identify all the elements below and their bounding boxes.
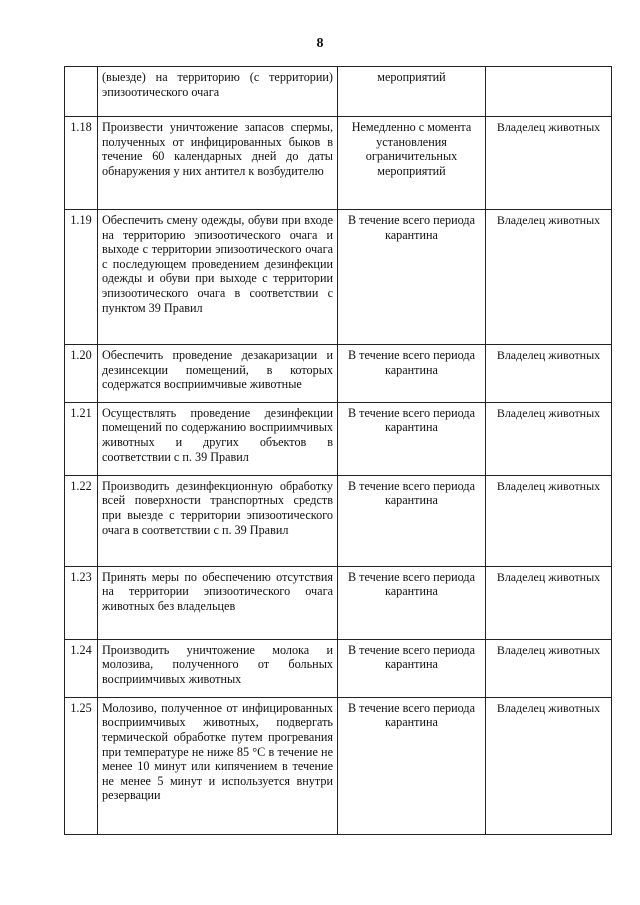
responsible-text: Владелец животных [486, 639, 612, 697]
term-text: В течение всего периода карантина [338, 639, 486, 697]
responsible-text: Владелец животных [486, 345, 612, 403]
item-number: 1.20 [65, 345, 98, 403]
action-text: Осуществлять проведение дезинфекции помещений по содержанию восприимчивых животных и других объектов в соответствии с п. 39 Правил [98, 402, 338, 475]
page-number: 8 [316, 36, 324, 51]
item-number: 1.25 [65, 697, 98, 834]
table-row [65, 402, 612, 475]
action-text: Обеспечить проведение дезакаризации и дезинсекции помещений, в которых содержатся восприимчивые животные [98, 345, 338, 403]
item-number: 1.24 [65, 639, 98, 697]
table-row [65, 210, 612, 345]
item-number: 1.23 [65, 566, 98, 639]
table-row [65, 67, 612, 117]
measures-table-body [65, 67, 612, 835]
term-text: Немедленно с момента установления ограничительных мероприятий [338, 117, 486, 210]
responsible-text: Владелец животных [486, 566, 612, 639]
action-text: Произвести уничтожение запасов спермы, полученных от инфицированных быков в течение 60 календарных дней до даты обнаружения у них антител к возбудителю [98, 117, 338, 210]
table-row [65, 566, 612, 639]
table-row [65, 697, 612, 834]
term-text: В течение всего периода карантина [338, 402, 486, 475]
action-text: Молозиво, полученное от инфицированных восприимчивых животных, подвергать термической обработке путем прогревания при температуре не ниже 85 °С в течение не менее 10 минут или кипячением в течение не менее 5 минут и используется внутри резервации [98, 697, 338, 834]
item-number: 1.22 [65, 475, 98, 566]
responsible-text: Владелец животных [486, 117, 612, 210]
term-text: В течение всего периода карантина [338, 210, 486, 345]
action-text: Обеспечить смену одежды, обуви при входе на территорию эпизоотического очага и выходе с территории эпизоотического очага с последующем проведением дезинфекции одежды и обуви при выходе с территории эпизоотического очага в соответствии с пунктом 39 Правил [98, 210, 338, 345]
term-text: мероприятий [338, 67, 486, 117]
term-text: В течение всего периода карантина [338, 566, 486, 639]
measures-table [64, 66, 612, 835]
responsible-text: Владелец животных [486, 475, 612, 566]
term-text: В течение всего периода карантина [338, 475, 486, 566]
term-text: В течение всего периода карантина [338, 697, 486, 834]
term-text: В течение всего периода карантина [338, 345, 486, 403]
action-text: Производить дезинфекционную обработку всей поверхности транспортных средств при выезде с территории эпизоотического очага в соответствии с п. 39 Правил [98, 475, 338, 566]
responsible-text [486, 67, 612, 117]
item-number: 1.21 [65, 402, 98, 475]
item-number: 1.18 [65, 117, 98, 210]
responsible-text: Владелец животных [486, 697, 612, 834]
table-row [65, 639, 612, 697]
table-row [65, 345, 612, 403]
responsible-text: Владелец животных [486, 210, 612, 345]
table-row [65, 117, 612, 210]
item-number [65, 67, 98, 117]
action-text: (выезде) на территорию (с территории) эпизоотического очага [98, 67, 338, 117]
action-text: Производить уничтожение молока и молозива, полученного от больных восприимчивых животных [98, 639, 338, 697]
responsible-text: Владелец животных [486, 402, 612, 475]
item-number: 1.19 [65, 210, 98, 345]
table-row [65, 475, 612, 566]
action-text: Принять меры по обеспечению отсутствия на территории эпизоотического очага животных без владельцев [98, 566, 338, 639]
